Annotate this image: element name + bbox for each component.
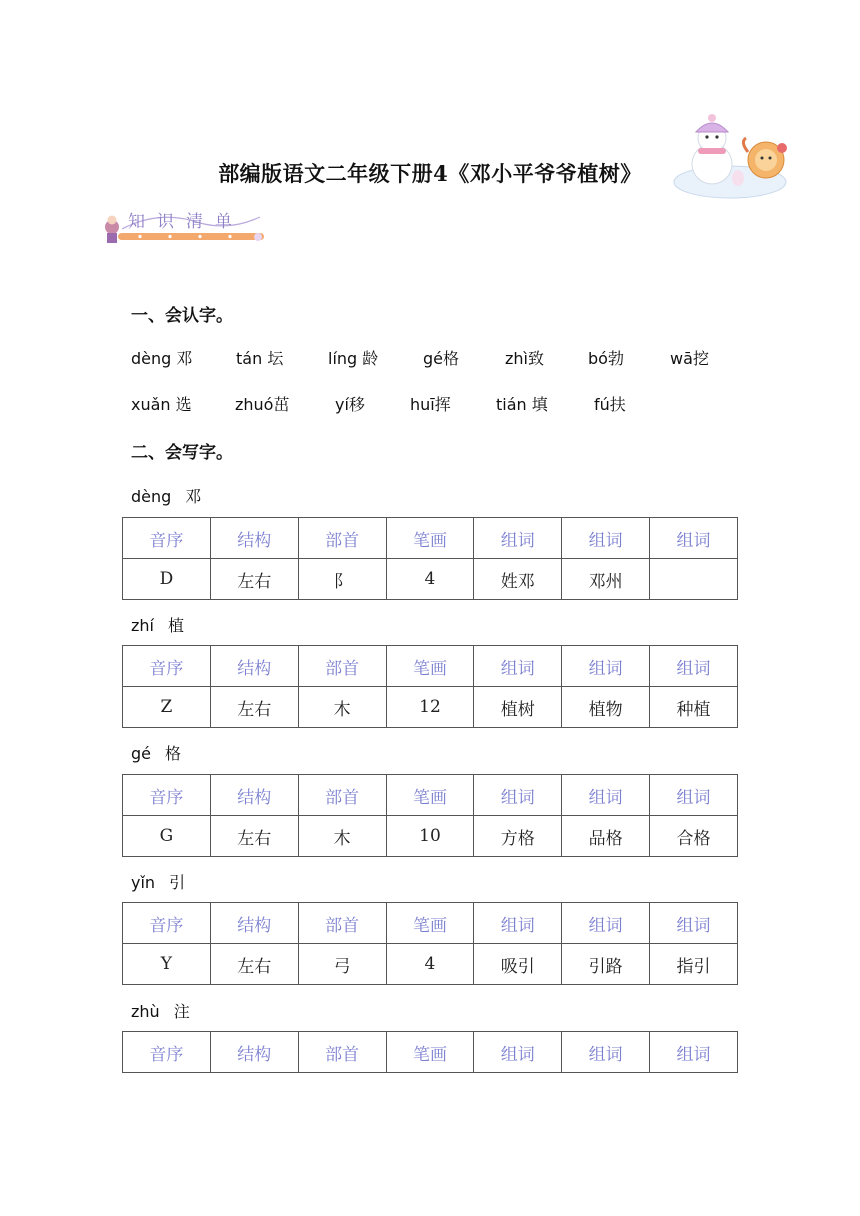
header-cell: 组词: [562, 1032, 650, 1073]
character-table: [122, 774, 738, 857]
value-cell: D: [123, 559, 211, 600]
header-cell: 部首: [298, 903, 386, 944]
word-label: zhí 植: [131, 616, 184, 635]
character-table: [122, 902, 738, 985]
header-cell: 组词: [474, 518, 562, 559]
char-item: gé格: [423, 349, 460, 368]
header-cell: 部首: [298, 775, 386, 816]
page-title: 部编版语文二年级下册4《邓小平爷爷植树》: [218, 161, 642, 186]
char-item: zhì致: [505, 349, 544, 368]
value-cell: Z: [123, 687, 211, 728]
header-cell: 组词: [562, 903, 650, 944]
word-label: dèng 邓: [131, 487, 202, 506]
header-cell: 笔画: [386, 1032, 474, 1073]
section-heading-recognize: 一、会认字。: [131, 306, 233, 326]
value-cell: 左右: [210, 944, 298, 985]
header-cell: 部首: [298, 646, 386, 687]
header-cell: 组词: [650, 775, 738, 816]
character-table: [122, 517, 738, 600]
snowman-illustration: [668, 112, 798, 204]
value-cell: 植树: [474, 687, 562, 728]
value-cell: 吸引: [474, 944, 562, 985]
value-cell: 指引: [650, 944, 738, 985]
header-cell: 组词: [650, 903, 738, 944]
value-cell: 方格: [474, 816, 562, 857]
value-cell: 左右: [210, 816, 298, 857]
value-cell: 4: [386, 559, 474, 600]
value-cell: 10: [386, 816, 474, 857]
word-label: zhù 注: [131, 1002, 190, 1021]
word-label: yǐn 引: [131, 873, 186, 892]
value-cell: 引路: [562, 944, 650, 985]
character-table: [122, 645, 738, 728]
value-cell: 阝: [298, 559, 386, 600]
header-cell: 音序: [123, 1032, 211, 1073]
value-cell: 植物: [562, 687, 650, 728]
value-cell: 4: [386, 944, 474, 985]
header-cell: 组词: [562, 646, 650, 687]
header-cell: 笔画: [386, 775, 474, 816]
header-cell: 组词: [650, 646, 738, 687]
header-cell: 结构: [210, 775, 298, 816]
value-cell: 弓: [298, 944, 386, 985]
banner-title: 知识清单: [128, 212, 244, 232]
header-cell: 组词: [562, 518, 650, 559]
header-cell: 组词: [650, 1032, 738, 1073]
header-cell: 部首: [298, 518, 386, 559]
word-label: gé 格: [131, 744, 182, 763]
header-cell: 组词: [474, 646, 562, 687]
value-cell: 品格: [562, 816, 650, 857]
char-item: zhuó茁: [235, 395, 290, 414]
header-cell: 音序: [123, 775, 211, 816]
char-item: wā挖: [670, 349, 709, 368]
char-item: tán 坛: [236, 349, 284, 368]
section-heading-write: 二、会写字。: [131, 443, 233, 463]
header-cell: 结构: [210, 646, 298, 687]
header-cell: 音序: [123, 903, 211, 944]
character-table: [122, 1031, 738, 1073]
header-cell: 组词: [650, 518, 738, 559]
header-cell: 笔画: [386, 903, 474, 944]
header-cell: 结构: [210, 1032, 298, 1073]
char-item: bó勃: [588, 349, 624, 368]
char-item: líng 龄: [328, 349, 379, 368]
char-item: xuǎn 选: [131, 395, 192, 414]
char-item: tián 填: [496, 395, 548, 414]
value-cell: 左右: [210, 687, 298, 728]
value-cell: 邓州: [562, 559, 650, 600]
char-item: huī挥: [410, 395, 451, 414]
header-cell: 结构: [210, 903, 298, 944]
char-item: dèng 邓: [131, 349, 193, 368]
header-cell: 音序: [123, 518, 211, 559]
header-cell: 组词: [474, 1032, 562, 1073]
header-cell: 组词: [474, 775, 562, 816]
header-cell: 部首: [298, 1032, 386, 1073]
char-item: fú扶: [594, 395, 626, 414]
value-cell: 12: [386, 687, 474, 728]
value-cell: 合格: [650, 816, 738, 857]
value-cell: 木: [298, 687, 386, 728]
header-cell: 组词: [474, 903, 562, 944]
header-cell: 结构: [210, 518, 298, 559]
value-cell: 姓邓: [474, 559, 562, 600]
value-cell: 木: [298, 816, 386, 857]
value-cell: Y: [123, 944, 211, 985]
header-cell: 组词: [562, 775, 650, 816]
value-cell: 种植: [650, 687, 738, 728]
header-cell: 笔画: [386, 646, 474, 687]
char-item: yí移: [335, 395, 365, 414]
value-cell: [650, 559, 738, 600]
value-cell: 左右: [210, 559, 298, 600]
header-cell: 笔画: [386, 518, 474, 559]
value-cell: G: [123, 816, 211, 857]
header-cell: 音序: [123, 646, 211, 687]
